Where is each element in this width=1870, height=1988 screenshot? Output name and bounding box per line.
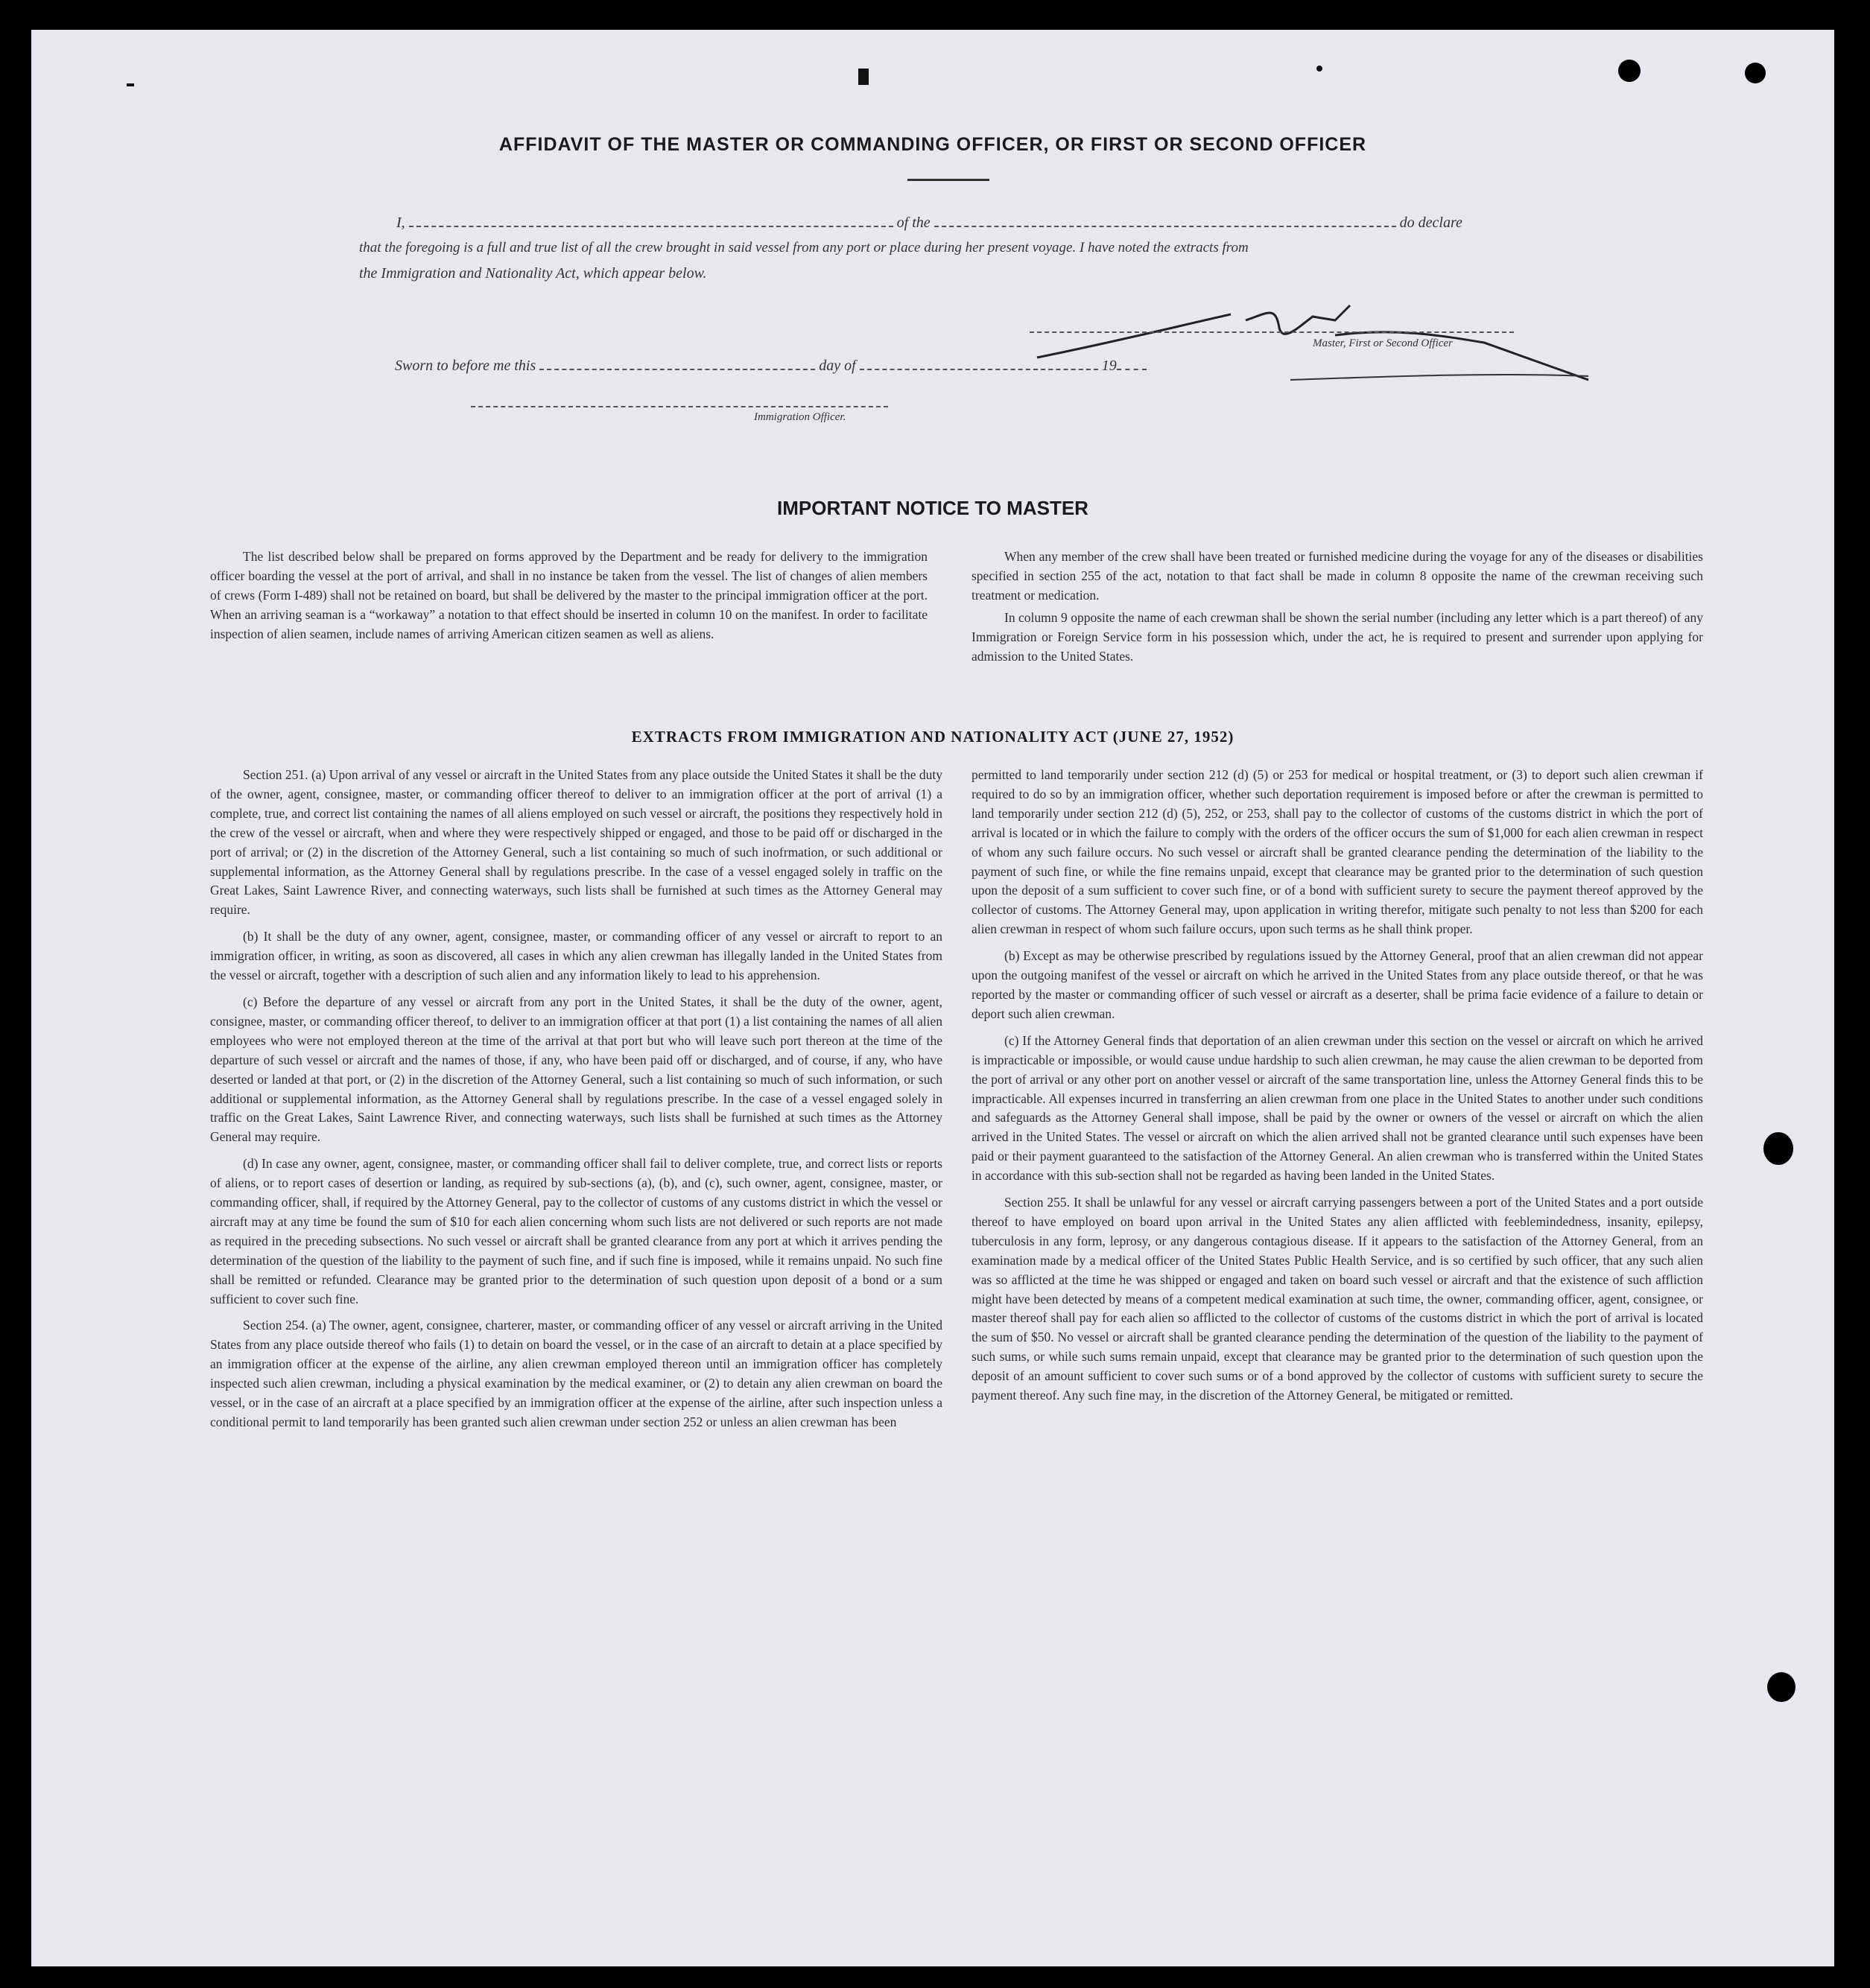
extracts-title: EXTRACTS FROM IMMIGRATION AND NATIONALITY ACT (JUNE 27, 1952) xyxy=(631,728,1234,746)
notice-left-paragraph: The list described below shall be prepared on forms approved by the Department and be ready for delivery to the immigration officer boarding the vessel at the port of arrival, and shall in no instance be taken from the vessel. The list of changes of alien members of crews (Form I-489) shall not be retained on board, but shall be delivered by the master to the principal immigration officer at the port. When an arriving seaman is a “workaway” a notation to that effect should be inserted in column 10 on the manifest. In order to facilitate inspection of alien seamen, include names of arriving American citizen seamen as well as aliens. xyxy=(210,549,928,641)
section-251-b: (b) It shall be the duty of any owner, agent, consignee, master, or commanding officer of any vessel or aircraft to report to an immigration officer, in writing, as soon as discovered, all cases in which any alien crewman has illegally landed in the United States from the vessel or aircraft, together with a description of such alien and any information likely to lead to his apprehension. xyxy=(210,929,942,983)
affidavit-i: I, xyxy=(396,215,405,231)
affidavit-line-2: that the foregoing is a full and true list of all the crew brought in said vessel from any port or place during her present voyage. I have noted the extracts from xyxy=(359,240,1249,255)
affidavit-do-declare: do declare xyxy=(1399,215,1462,231)
section-254-b: (b) Except as may be otherwise prescribed by regulations issued by the Attorney General, proof that an alien crewman did not appear upon the outgoing manifest of the vessel or aircraft on which he arrived in the United States from any place outside thereof, or that he was reported by the master or commanding officer of such vessel or aircraft as a deserter, shall be prima facie evidence of a failure to detain or deport such alien crewman. xyxy=(972,948,1703,1021)
punch-hole xyxy=(1767,1672,1795,1702)
notice-right-column xyxy=(972,547,1703,669)
day-of-label: day of xyxy=(819,358,856,374)
notice-left-column xyxy=(210,547,928,647)
sworn-day-blank[interactable] xyxy=(539,369,815,370)
vessel-blank[interactable] xyxy=(934,226,1396,227)
signature-blank[interactable] xyxy=(1030,331,1514,333)
section-254-c: (c) If the Attorney General finds that deportation of an alien crewman under this section on the vessel or aircraft on which he arrived is impracticable or impossible, or would cause undue hardship to such alien crewman, he may cause the alien crewman to be deported from the port of arrival or any other port on another vessel or aircraft of the same transportation line, unless the Attorney General finds this to be impracticable. All expenses incurred in transferring an alien crewman from one place in the United States to another under such conditions and safeguards as the Attorney General shall impose, shall be paid by the owner or owners of the vessel or aircraft on which the alien arrived in the United States. The vessel or aircraft on which the alien arrived shall not be granted clearance until such expenses have been paid or their payment guaranteed to the satisfaction of the Attorney General. An alien crewman who is transferred within the United States in accordance with this sub-section shall not be regarded as having been landed in the United States. xyxy=(972,1032,1703,1184)
section-251-c: (c) Before the departure of any vessel or aircraft from any port in the United States, it shall be the duty of the owner, agent, consignee, master, or commanding officer thereof, to deliver to an immigration officer at that port (1) a list containing the names of all alien employees who were not employed thereon at the time of the arrival at that port but who will leave such port thereon at the time of the departure of such vessel or aircraft and the names of those, if any, who have been paid off or discharged, and of course, if any, who have deserted or landed at that port, or (2) in the discretion of the Attorney General, such a list containing so much of such information, or such additional or supplemental information, as the Attorney General shall by regulations prescribe. In the case of a vessel engaged solely in traffic on the Great Lakes, Saint Lawrence River, and connecting waterways, such lists shall be furnished at such times as the Attorney General may require. xyxy=(210,994,942,1145)
sworn-month-blank[interactable] xyxy=(860,369,1098,370)
scan-speck xyxy=(1316,66,1322,72)
section-254-a: Section 254. (a) The owner, agent, consignee, charterer, master, or commanding officer of any vessel or aircraft arriving in the United States from any place outside thereof who fails (1) to detain on board the vessel, or in the case of an aircraft to detain at a place specified by an immigration officer at the expense of the airline, any alien crewman employed thereon until an immigration officer has completely inspected such alien crewman, including a physical examination by the medical examiner, or (2) to detain any alien crewman on board the vessel, or in the case of an aircraft at a place specified by an immigration officer at the expense of the airline, after such inspection unless a conditional permit to land temporarily has been granted such alien crewman under section 252 or unless an alien crewman has been xyxy=(210,1318,942,1429)
notice-title: IMPORTANT NOTICE TO MASTER xyxy=(777,497,1088,519)
scan-speck xyxy=(127,83,134,86)
extracts-left-column xyxy=(210,766,942,1440)
section-251-a: Section 251. (a) Upon arrival of any vessel or aircraft in the United States from any place outside the United States it shall be the duty of the owner, agent, consignee, master, or commanding officer thereof to deliver to an immigration officer at the port of arrival (1) a complete, true, and correct list containing the names of all aliens employed on such vessel or aircraft, the positions they respectively hold in the crew of the vessel or aircraft, when and where they were respectively shipped or engaged, and those to be paid off or discharged in the port of arrival; or (2) in the discretion of the Attorney General, such a list containing so much of such inofrmation, or such additional or supplemental information, as the Attorney General shall by regulations prescribe. In the case of a vessel engaged solely in traffic on the Great Lakes, Saint Lawrence River, and connecting waterways, such lists shall be furnished at such times as the Attorney General may require. xyxy=(210,767,942,918)
officer-caption: Immigration Officer. xyxy=(754,411,846,423)
section-251-d: (d) In case any owner, agent, consignee, master, or commanding officer shall fail to deliver complete, true, and correct lists or reports of aliens, or to report cases of desertion or landing, as required by sub-sections (a), (b), and (c), such owner, agent, consignee, master, or commanding officer, shall, if required by the Attorney General, pay to the collector of customs of any customs district in which the vessel or aircraft may at any time be found the sum of $10 for each alien concerning whom such lists are not delivered or such reports are not made as required in the preceding subsections. No such vessel or aircraft shall be granted clearance from any port at which it arrives pending the determination of the question of the liability to the payment of such fine, and if such fine is imposed, while it remains unpaid. No such fine shall be remitted or refunded. Clearance may be granted prior to the determination of such question upon deposit of a bond or a sum sufficient to cover such fine. xyxy=(210,1156,942,1306)
name-blank[interactable] xyxy=(409,226,893,227)
extracts-right-column xyxy=(972,766,1703,1413)
punch-hole xyxy=(1763,1132,1793,1165)
notice-right-paragraph-2: In column 9 opposite the name of each crewman shall be shown the serial number (including any letter which is a part thereof) of any Immigration or Foreign Service form in his possession which, under the act, he is required to present and surrender upon applying for admission to the United States. xyxy=(972,609,1703,664)
document-page xyxy=(31,30,1834,1966)
punch-hole xyxy=(1745,63,1766,83)
affidavit-of-the: of the xyxy=(896,215,931,231)
notice-right-paragraph-1: When any member of the crew shall have been treated or furnished medicine during the voyage for any of the diseases or disabilities specified in section 255 of the act, notation to that fact shall be made in column 8 opposite the name of the crewman receiving such treatment or medication. xyxy=(972,549,1703,603)
affidavit-line-1 xyxy=(396,215,1462,232)
affidavit-line-3: the Immigration and Nationality Act, which appear below. xyxy=(359,265,707,282)
section-254-a-continued: permitted to land temporarily under section 212 (d) (5) or 253 for medical or hospital treatment, or (3) to deport such alien crewman if required to do so by an immigration officer, whether such deportation requirement is imposed before or after the crewman is permitted to land temporarily under section 212 (d) (5), 252, or 253, shall pay to the collector of customs of the customs district in which the port of arrival is located or in which the failure to comply with the orders of the officer occurs the sum of $1,000 for each alien crewman in respect of whom any such failure occurs. No such vessel or aircraft shall be granted clearance pending the determination of the liability to the payment of such fine, or while the fine remains unpaid, except that clearance may be granted prior to the determination of such question upon the deposit of a sum sufficient to cover such fine, or of a bond with sufficient surety to secure the payment thereof approved by the collector of customs. The Attorney General may, upon application in writing therefor, mitigate such penalty to not less than $200 for each alien crewman in respect of whom such failure occurs, upon such terms as he shall think proper. xyxy=(972,767,1703,937)
year-prefix: 19 xyxy=(1101,358,1117,374)
sworn-line xyxy=(395,358,1147,375)
scan-speck xyxy=(858,69,869,85)
sworn-prefix: Sworn to before me this xyxy=(395,358,536,374)
officer-blank[interactable] xyxy=(471,406,888,407)
sworn-year-blank[interactable] xyxy=(1117,369,1147,370)
punch-hole xyxy=(1618,60,1641,82)
title-rule xyxy=(907,179,989,181)
signature-caption: Master, First or Second Officer xyxy=(1313,337,1453,349)
section-255: Section 255. It shall be unlawful for any vessel or aircraft carrying passengers between a port of the United States and a port outside thereof to have employed on board upon arrival in the United States any alien afflicted with feeblemindedness, insanity, epilepsy, tuberculosis in any form, leprosy, or any dangerous contagious disease. If it appears to the satisfaction of the Attorney General, from an examination made by a medical officer of the United States Public Health Service, and is so certified by such officer, that any such alien was so afflicted at the time he was shipped or engaged and taken on board such vessel or aircraft and that the existence of such affliction might have been detected by means of a competent medical examination at such time, the owner, commanding officer, agent, consignee, or master thereof shall pay for each alien so afflicted to the collector of customs of the customs district in which the port of arrival is located the sum of $50. No vessel or aircraft shall be granted clearance pending the determination of the question of the liability to the payment of such sums, or while such sums remain unpaid, except that clearance may be granted prior to the determination of such question upon the deposit of an amount sufficient to cover such sums or of a bond approved by the collector of customs with sufficient surety to secure the payment thereof. Any such fine may, in the discretion of the Attorney General, be mitigated or remitted. xyxy=(972,1195,1703,1403)
affidavit-title: AFFIDAVIT OF THE MASTER OR COMMANDING OFFICER, OR FIRST OR SECOND OFFICER xyxy=(498,134,1367,155)
